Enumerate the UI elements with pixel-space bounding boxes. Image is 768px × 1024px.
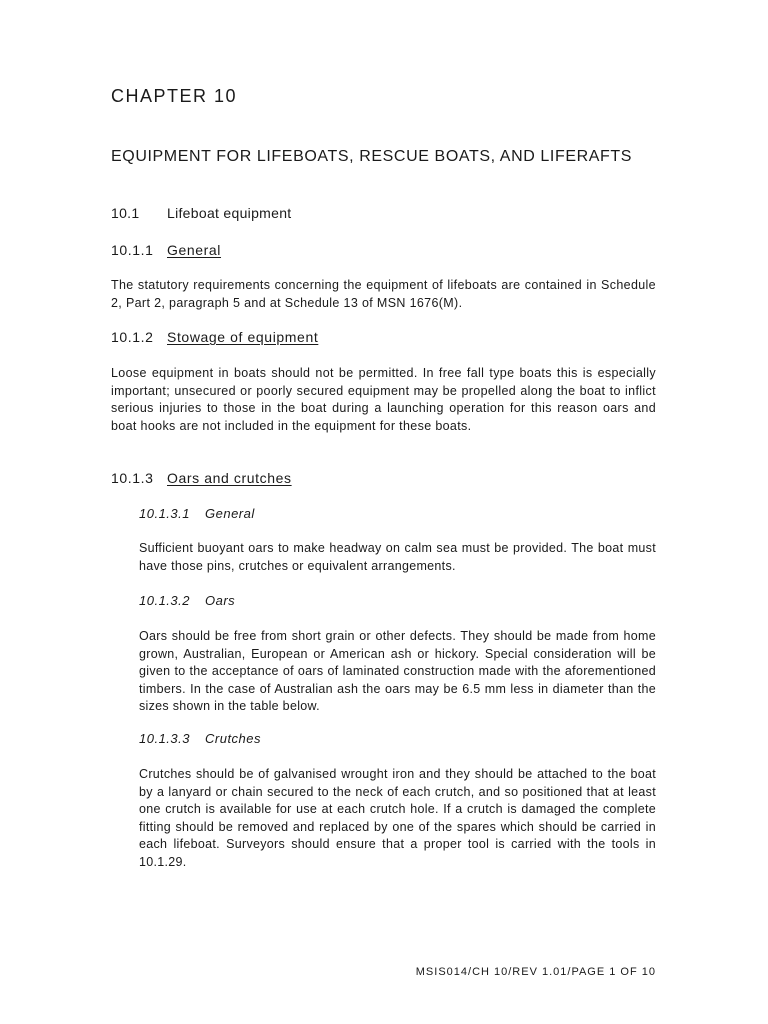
document-title: EQUIPMENT FOR LIFEBOATS, RESCUE BOATS, AND LIFERAFTS (111, 148, 633, 165)
subsection-title: Crutches (205, 731, 262, 746)
section-10-1-1-heading (111, 242, 221, 258)
subsection-title: Oars (205, 593, 236, 608)
section-10-1-3-heading (111, 470, 292, 486)
section-10-1-3-3-text: Crutches should be of galvanised wrought iron and they should be attached to the boat by a lanyard or chain secured to the neck of each crutch, and so positioned that at least one crutch is available for use at each crutch hole. If a crutch is damaged the complete fitting should be removed and replaced by one of the spares which should be carried in each lifeboat. Surveyors should ensure that a proper tool is carried with the tools in 10.1.29. (139, 767, 656, 869)
subsection-number: 10.1.3.3 (139, 731, 190, 746)
section-10-1-1-text: The statutory requirements concerning the equipment of lifeboats are contained in Schedule 2, Part 2, paragraph 5 and at Schedule 13 of MSN 1676(M). (111, 278, 656, 310)
section-title: Stowage of equipment (167, 329, 319, 345)
page-footer: MSIS014/CH 10/REV 1.01/PAGE 1 OF 10 (415, 966, 656, 978)
section-10-1-3-1-text: Sufficient buoyant oars to make headway on calm sea must be provided. The boat must have those pins, crutches or equivalent arrangements. (139, 541, 656, 573)
section-title: Lifeboat equipment (167, 205, 292, 221)
section-10-1-3-1-heading (139, 506, 255, 521)
section-10-1-2-text: Loose equipment in boats should not be permitted. In free fall type boats this is especially important; unsecured or poorly secured equipment may be propelled along the boat to inflict serious injuries to those in the boat during a launching operation for this reason oars and boat hooks are not included in the equipment for these boats. (111, 366, 656, 433)
section-number: 10.1 (111, 205, 140, 221)
section-10-1-3-2-heading (139, 593, 235, 608)
section-10-1-3-2-text: Oars should be free from short grain or other defects. They should be made from home grown, Australian, European or American ash or hickory. Special consideration will be given to the acceptance of oars of laminated construction made with the aforementioned timbers. In the case of Australian ash the oars may be 6.5 mm less in diameter than the sizes shown in the table below. (139, 629, 656, 714)
subsection-title: General (205, 506, 255, 521)
section-number: 10.1.2 (111, 329, 154, 345)
subsection-number: 10.1.3.1 (139, 506, 190, 521)
section-10-1-3-3-heading (139, 731, 261, 746)
section-10-1-2-heading (111, 329, 318, 345)
section-title: Oars and crutches (167, 470, 292, 486)
section-number: 10.1.3 (111, 470, 154, 486)
chapter-heading: CHAPTER 10 (111, 86, 238, 106)
section-number: 10.1.1 (111, 242, 154, 258)
subsection-number: 10.1.3.2 (139, 593, 190, 608)
section-title: General (167, 242, 222, 258)
section-10-1-heading (111, 205, 292, 221)
